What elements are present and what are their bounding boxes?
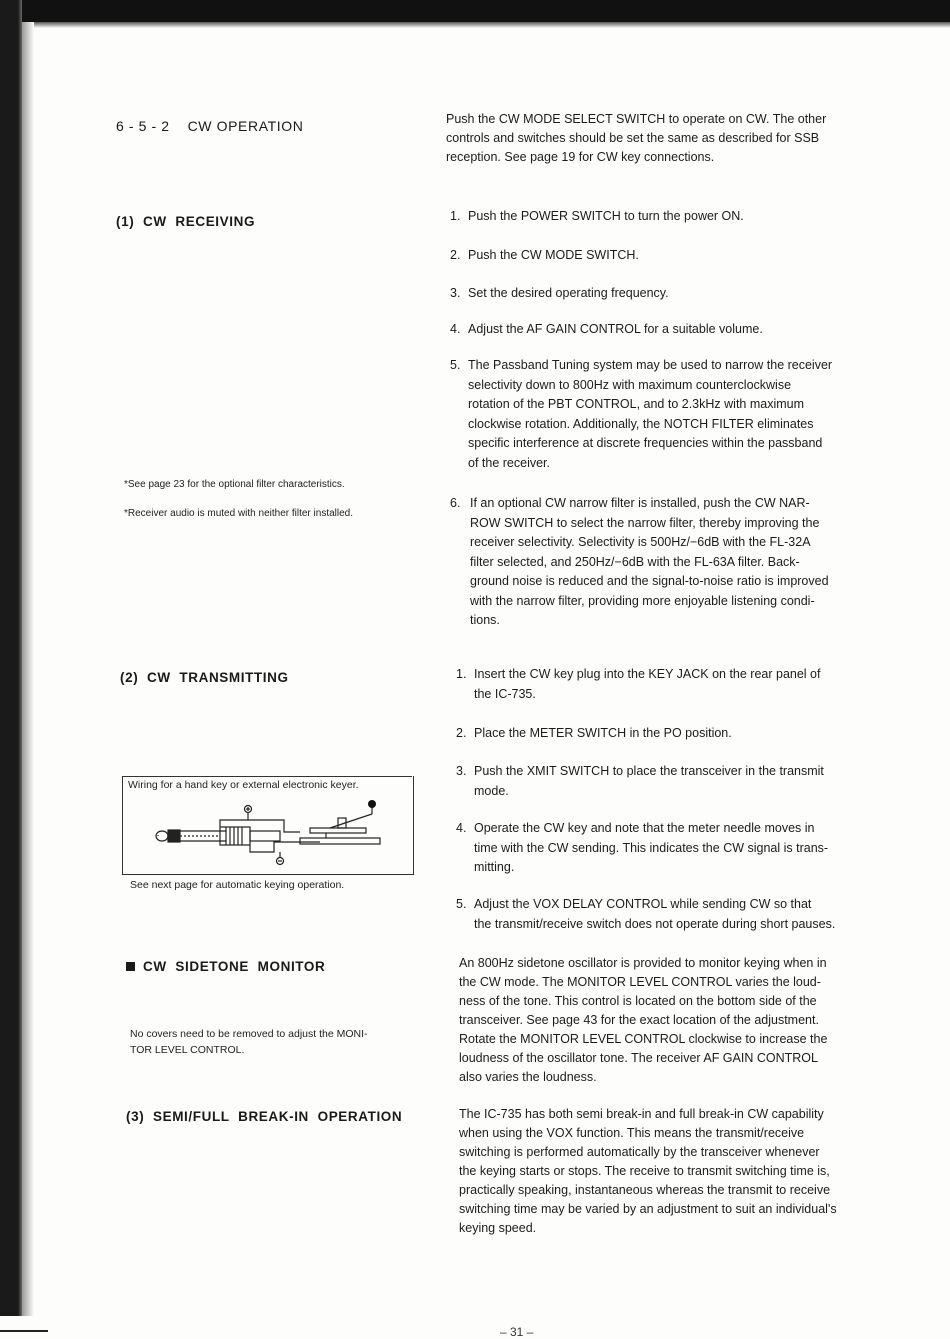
sidetone-paragraph	[459, 954, 899, 1087]
step-text-line: specific interference at discrete frequencies within the passband	[468, 436, 823, 450]
receiving-step-4	[450, 320, 900, 340]
step-text-line: clockwise rotation. Additionally, the NOTCH FILTER eliminates	[468, 416, 814, 431]
scan-border-left	[0, 0, 22, 1316]
breakin-line: switching time may be varied by an adjustment to suit an individual's	[459, 1202, 837, 1216]
sidetone-line: ness of the tone. This control is located on the bottom side of the	[459, 994, 817, 1008]
receiving-step-3	[450, 284, 900, 304]
intro-line: reception. See page 19 for CW key connections.	[446, 150, 715, 164]
sidetone-line: the CW mode. The MONITOR LEVEL CONTROL varies the loud-	[459, 975, 821, 989]
sidetone-note-line: TOR LEVEL CONTROL.	[130, 1044, 245, 1056]
step-number: 4.	[456, 821, 467, 835]
breakin-line: when using the VOX function. This means the transmit/receive	[459, 1126, 805, 1140]
diagram-label: Wiring for a hand key or external electronic keyer.	[128, 779, 359, 791]
step-text-line: ROW SWITCH to select the narrow filter, thereby improving the	[470, 515, 820, 530]
transmitting-heading: (2) CW TRANSMITTING	[120, 670, 289, 685]
diagram-caption: See next page for automatic keying operation.	[130, 879, 345, 891]
receiving-step-2	[450, 246, 900, 266]
sidetone-heading	[126, 959, 325, 974]
breakin-line: keying speed.	[459, 1221, 537, 1235]
step-text-line: filter selected, and 250Hz/−6dB with the FL-63A filter. Back-	[470, 554, 800, 569]
breakin-paragraph	[459, 1105, 899, 1238]
step-number: 6.	[450, 496, 461, 510]
step-number: 1.	[450, 209, 461, 223]
step-text-line: Insert the CW key plug into the KEY JACK on the rear panel of	[474, 667, 821, 681]
transmitting-step-3	[456, 762, 902, 801]
step-number: 3.	[456, 764, 467, 778]
scan-bottom-mark	[0, 1330, 48, 1332]
transmitting-step-1	[456, 665, 902, 704]
sidetone-line: also varies the loudness.	[459, 1070, 597, 1084]
sidetone-note	[130, 1026, 368, 1058]
breakin-line: practically speaking, instantaneous whereas the transmit to receive	[459, 1183, 831, 1197]
scan-border-top	[0, 0, 950, 22]
step-number: 2.	[450, 248, 461, 262]
step-text-line: with the narrow filter, providing more enjoyable listening condi-	[470, 593, 815, 608]
step-number: 1.	[456, 667, 467, 681]
receiving-step-6	[450, 494, 902, 631]
sidetone-note-line: No covers need to be removed to adjust the MONI-	[130, 1028, 368, 1040]
step-text-line: Push the XMIT SWITCH to place the transceiver in the transmit	[474, 764, 824, 778]
step-text-line: mitting.	[474, 860, 515, 874]
receiving-step-5	[450, 356, 900, 473]
step-text-line: receiver selectivity. Selectivity is 500Hz/−6dB with the FL-32A	[470, 535, 811, 549]
transmitting-step-4	[456, 819, 902, 878]
step-text-line: Adjust the VOX DELAY CONTROL while sending CW so that	[474, 897, 812, 911]
breakin-line: The IC-735 has both semi break-in and full break-in CW capability	[459, 1107, 824, 1121]
step-text: Set the desired operating frequency.	[468, 286, 669, 300]
key-wiring-diagram	[120, 776, 414, 876]
step-text-line: If an optional CW narrow filter is installed, push the CW NAR-	[470, 496, 810, 510]
section-title: 6 - 5 - 2 CW OPERATION	[116, 118, 304, 134]
step-text: Push the POWER SWITCH to turn the power ON.	[468, 209, 744, 223]
step-text-line: ground noise is reduced and the signal-to-noise ratio is improved	[470, 574, 829, 588]
scan-border-top-fade	[0, 22, 950, 28]
step-number: 2.	[456, 726, 467, 740]
page-number: – 31 –	[500, 1325, 534, 1339]
step-text-line: the IC-735.	[474, 686, 536, 701]
step-text-line: selectivity down to 800Hz with maximum counterclockwise	[468, 377, 792, 392]
step-text-line: time with the CW sending. This indicates the CW signal is trans-	[474, 840, 829, 855]
scan-border-left-shadow	[22, 22, 34, 1316]
transmitting-step-2	[456, 724, 902, 744]
sidetone-heading-text: CW SIDETONE MONITOR	[143, 959, 326, 974]
step-text-line: Operate the CW key and note that the meter needle moves in	[474, 821, 815, 835]
step-text-line: tions.	[470, 613, 500, 627]
sidetone-line: loudness of the oscillator tone. The receiver AF GAIN CONTROL	[459, 1051, 818, 1065]
transmitting-step-5	[456, 895, 902, 934]
step-number: 3.	[450, 286, 461, 300]
step-number: 4.	[450, 322, 461, 336]
step-text-line: The Passband Tuning system may be used to narrow the receiver	[468, 358, 833, 372]
step-text: Push the CW MODE SWITCH.	[468, 248, 639, 262]
intro-line: Push the CW MODE SELECT SWITCH to operate on CW. The other	[446, 112, 827, 126]
sidetone-line: transceiver. See page 43 for the exact location of the adjustment.	[459, 1013, 819, 1027]
step-text: Adjust the AF GAIN CONTROL for a suitable volume.	[468, 322, 763, 336]
step-text-line: mode.	[474, 783, 509, 798]
step-text-line: of the receiver.	[468, 455, 550, 470]
intro-paragraph	[446, 110, 896, 167]
step-text-line: the transmit/receive switch does not operate during short pauses.	[474, 916, 836, 931]
key-plug-wiring-illustration	[150, 800, 400, 870]
step-number: 5.	[450, 358, 461, 372]
sidetone-line: An 800Hz sidetone oscillator is provided to monitor keying when in	[459, 956, 827, 970]
breakin-line: the keying starts or stops. The receive to transmit switching time is,	[459, 1164, 830, 1178]
square-bullet-icon	[126, 962, 135, 971]
receiving-heading: (1) CW RECEIVING	[116, 214, 256, 229]
step-text-line: rotation of the PBT CONTROL, and to 2.3kHz with maximum	[468, 397, 805, 411]
filter-note: *See page 23 for the optional filter characteristics.	[124, 479, 345, 490]
receiving-step-1	[450, 207, 900, 227]
step-text-line: Place the METER SWITCH in the PO position.	[474, 726, 732, 740]
step-number: 5.	[456, 897, 467, 911]
breakin-line: switching is performed automatically by the transceiver whenever	[459, 1145, 820, 1159]
sidetone-line: Rotate the MONITOR LEVEL CONTROL clockwise to increase the	[459, 1032, 828, 1046]
breakin-heading: (3) SEMI/FULL BREAK-IN OPERATION	[126, 1109, 403, 1124]
audio-note: *Receiver audio is muted with neither filter installed.	[124, 508, 353, 519]
intro-line: controls and switches should be set the same as described for SSB	[446, 131, 820, 145]
